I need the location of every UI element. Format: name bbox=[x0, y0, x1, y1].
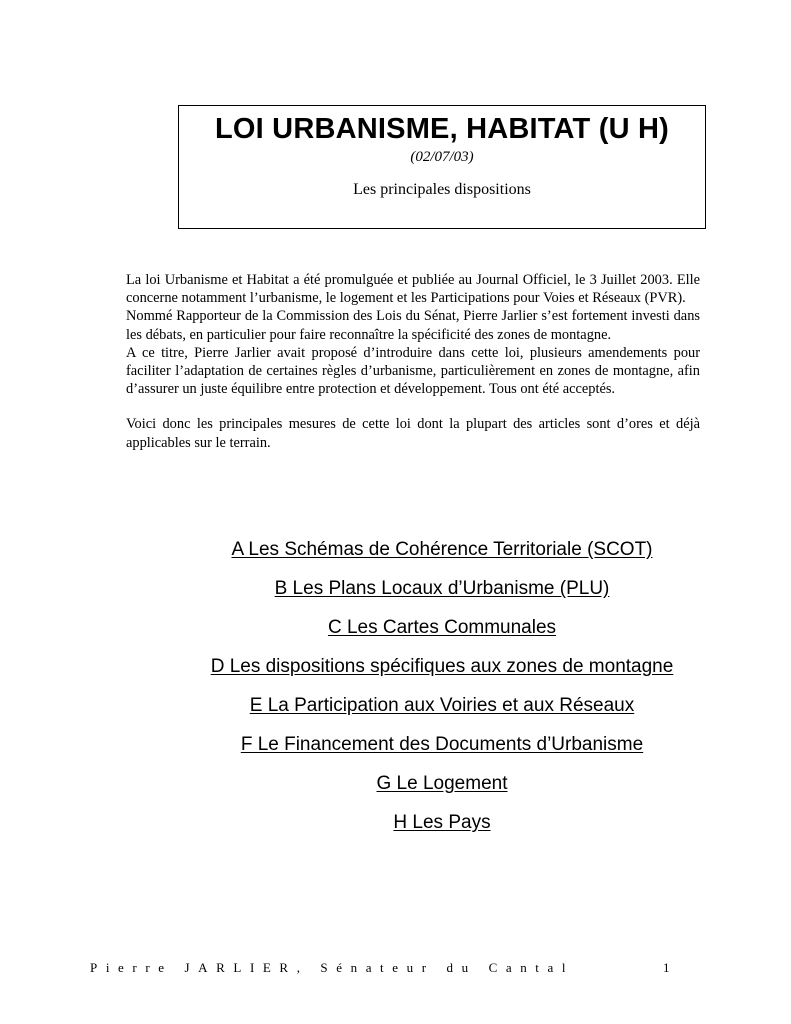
footer-author: Pierre JARLIER, Sénateur du Cantal bbox=[90, 960, 575, 975]
intro-text bbox=[126, 271, 700, 452]
toc-link-logement[interactable]: G Le Logement bbox=[376, 773, 508, 794]
toc-item-pays bbox=[126, 810, 758, 849]
toc-item-scot bbox=[126, 537, 758, 576]
toc-link-plu[interactable]: B Les Plans Locaux d’Urbanisme (PLU) bbox=[274, 578, 610, 599]
toc-link-cartes-communales[interactable]: C Les Cartes Communales bbox=[327, 617, 557, 638]
title-box bbox=[178, 105, 706, 229]
intro-paragraph: Voici donc les principales mesures de cette loi dont la plupart des articles sont d’ores et déjà applicables sur le terrain. bbox=[126, 416, 700, 451]
table-of-contents bbox=[126, 537, 758, 849]
toc-link-scot[interactable]: A Les Schémas de Cohérence Territoriale (SCOT) bbox=[231, 539, 653, 560]
intro-paragraph: La loi Urbanisme et Habitat a été promulguée et publiée au Journal Officiel, le 3 Juillet 2003. Elle concerne notamment l’urbanisme, le logement et les Participations pour Voies et Réseaux (PVR). bbox=[126, 272, 700, 307]
document-title: LOI URBANISME, HABITAT (U H) bbox=[215, 113, 669, 145]
toc-item-plu bbox=[126, 576, 758, 615]
document-subtitle: Les principales dispositions bbox=[353, 181, 531, 198]
toc-item-cartes-communales bbox=[126, 615, 758, 654]
toc-item-logement bbox=[126, 771, 758, 810]
toc-item-financement bbox=[126, 732, 758, 771]
document-date: (02/07/03) bbox=[410, 149, 474, 165]
page-number: 1 bbox=[663, 960, 670, 975]
toc-link-participation[interactable]: E La Participation aux Voiries et aux Réseaux bbox=[249, 695, 635, 716]
toc-item-montagne bbox=[126, 654, 758, 693]
toc-link-pays[interactable]: H Les Pays bbox=[393, 812, 491, 833]
toc-item-participation bbox=[126, 693, 758, 732]
intro-paragraph: Nommé Rapporteur de la Commission des Lois du Sénat, Pierre Jarlier s’est fortement investi dans les débats, en particulier pour faire reconnaître la spécificité des zones de montagne. bbox=[126, 308, 700, 343]
toc-link-montagne[interactable]: D Les dispositions spécifiques aux zones de montagne bbox=[210, 656, 674, 677]
toc-link-financement[interactable]: F Le Financement des Documents d’Urbanisme bbox=[240, 734, 644, 755]
intro-paragraph: A ce titre, Pierre Jarlier avait proposé d’introduire dans cette loi, plusieurs amendements pour faciliter l’adaptation de certaines règles d’urbanisme, particulièrement en zones de montagne, afin d’assurer un juste équilibre entre protection et développement. Tous ont été acceptés. bbox=[126, 344, 700, 398]
